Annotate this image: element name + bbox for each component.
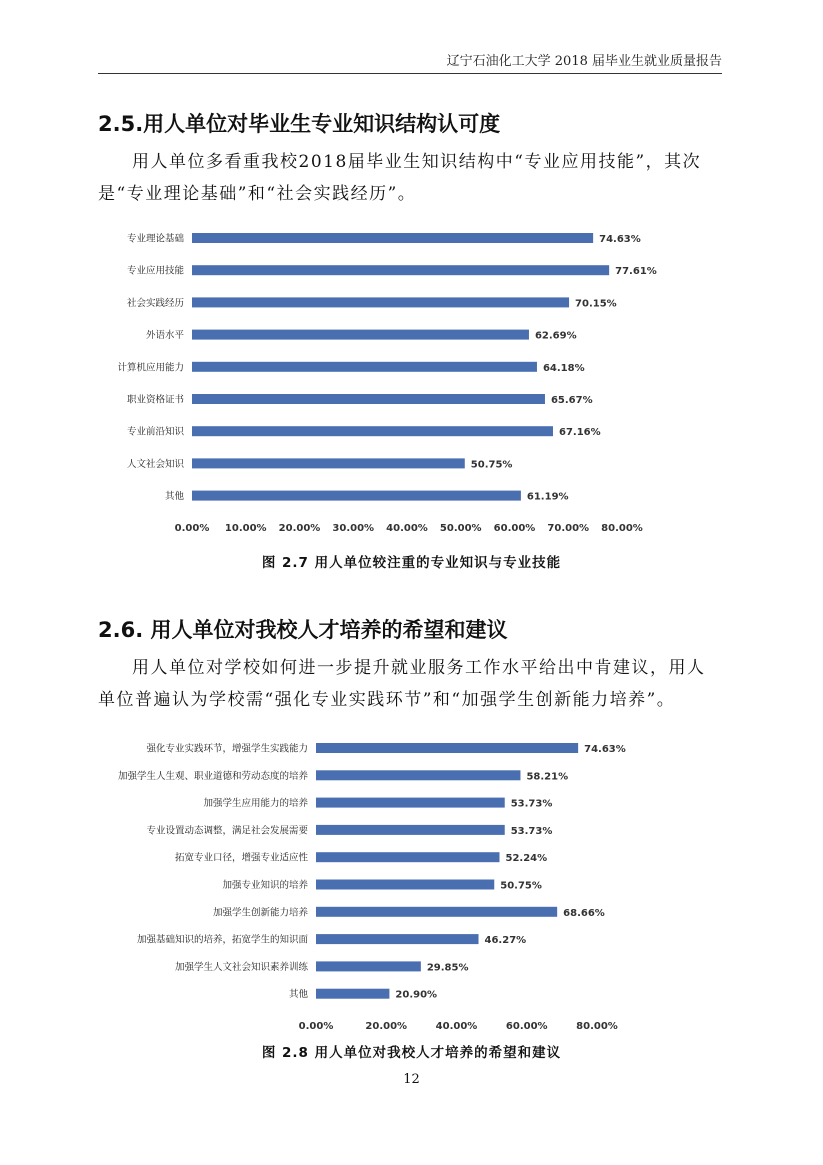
section-paragraph-2-6: 用人单位对学校如何进一步提升就业服务工作水平给出中肯建议，用人单位普遍认为学校需“强化专业实践环节”和“加强学生创新能力培养”。 (98, 658, 706, 710)
page-number: 12 (403, 1072, 420, 1087)
category-label: 外语水平 (145, 330, 184, 342)
x-tick-label: 20.00% (365, 1021, 408, 1032)
category-label: 人文社会知识 (126, 458, 184, 470)
category-label: 计算机应用能力 (117, 362, 184, 374)
figure-caption-2-7: 图 2.7 用人单位较注重的专业知识与专业技能 (261, 555, 562, 571)
bar (192, 297, 569, 307)
category-label: 加强学生人生观、职业道德和劳动态度的培养 (117, 770, 308, 782)
bar (192, 491, 521, 501)
bar (192, 426, 553, 436)
category-label: 拓宽专业口径，增强专业适应性 (174, 852, 308, 864)
x-tick-label: 60.00% (493, 523, 536, 534)
category-label: 加强学生应用能力的培养 (203, 798, 308, 810)
x-tick-label: 80.00% (576, 1021, 618, 1032)
data-label: 64.18% (542, 362, 585, 374)
x-tick-label: 0.00% (298, 1021, 334, 1032)
section-title-2-5: 2.5.用人单位对毕业生专业知识结构认可度 (98, 112, 501, 136)
data-label: 74.63% (584, 744, 626, 755)
section-paragraph-2-5: 用人单位多看重我校2018届毕业生知识结构中“专业应用技能”，其次是“专业理论基础”和“社会实践经历”。 (98, 152, 702, 204)
x-tick-label: 30.00% (332, 523, 375, 534)
category-label: 其他 (164, 491, 184, 503)
category-label: 专业理论基础 (126, 233, 184, 245)
figure-caption-2-8: 图 2.8 用人单位对我校人才培养的希望和建议 (261, 1045, 562, 1061)
bar (192, 233, 593, 243)
category-label: 职业资格证书 (126, 394, 184, 406)
bar (316, 770, 520, 780)
bar (192, 330, 529, 340)
data-label: 61.19% (526, 491, 569, 503)
category-label: 加强学生人文社会知识素养训练 (174, 961, 308, 973)
chart-training-suggestions (0, 730, 823, 1040)
bar (316, 852, 499, 862)
category-label: 加强基础知识的培养，拓宽学生的知识面 (136, 934, 308, 946)
bar (192, 394, 545, 404)
category-label: 加强学生创新能力培养 (212, 907, 308, 919)
bar (316, 961, 421, 971)
bar (316, 825, 505, 835)
data-label: 62.69% (534, 330, 577, 342)
category-label: 专业前沿知识 (126, 426, 184, 438)
data-label: 50.75% (470, 459, 513, 471)
chart-knowledge-skills (0, 220, 823, 540)
section-title-2-6: 2.6. 用人单位对我校人才培养的希望和建议 (98, 618, 508, 642)
bar (316, 798, 505, 808)
x-tick-label: 80.00% (601, 523, 643, 534)
x-tick-label: 50.00% (439, 523, 482, 534)
data-label: 52.24% (505, 853, 548, 865)
data-label: 68.66% (563, 907, 605, 919)
x-tick-label: 40.00% (386, 523, 428, 534)
x-tick-label: 0.00% (174, 523, 210, 534)
bar (316, 934, 479, 944)
category-label: 专业应用技能 (126, 265, 184, 277)
data-label: 46.27% (484, 935, 527, 947)
bar (316, 880, 494, 890)
bar (192, 458, 465, 468)
data-label: 58.21% (526, 771, 569, 783)
bar (192, 362, 537, 372)
data-label: 53.73% (510, 825, 553, 837)
data-label: 67.16% (558, 427, 601, 439)
category-label: 加强专业知识的培养 (222, 880, 308, 891)
bar (316, 989, 389, 999)
header-rule (98, 73, 722, 74)
category-label: 其他 (288, 989, 308, 1001)
x-tick-label: 10.00% (224, 523, 267, 534)
bar (316, 743, 578, 753)
data-label: 74.63% (599, 234, 641, 245)
data-label: 50.75% (500, 880, 542, 892)
bar (192, 265, 609, 275)
category-label: 社会实践经历 (126, 297, 184, 309)
data-label: 77.61% (615, 266, 657, 278)
category-label: 强化专业实践环节，增强学生实践能力 (146, 743, 308, 755)
data-label: 29.85% (426, 962, 469, 974)
running-header: 辽宁石油化工大学 2018 届毕业生就业质量报告 (446, 54, 722, 69)
bar (316, 907, 557, 917)
x-tick-label: 70.00% (547, 523, 590, 534)
x-tick-label: 60.00% (505, 1021, 548, 1032)
data-label: 20.90% (395, 989, 438, 1001)
data-label: 65.67% (550, 395, 593, 406)
data-label: 53.73% (510, 798, 553, 810)
category-label: 专业设置动态调整，满足社会发展需要 (146, 825, 308, 837)
x-tick-label: 20.00% (278, 523, 321, 534)
x-tick-label: 40.00% (435, 1021, 478, 1032)
data-label: 70.15% (575, 298, 617, 310)
